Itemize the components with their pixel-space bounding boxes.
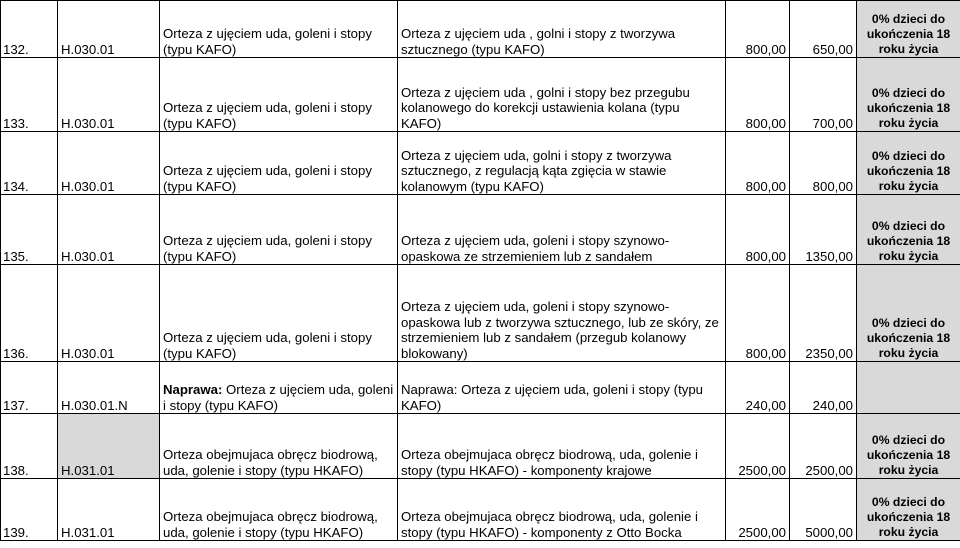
product-code: H.031.01 — [58, 414, 160, 479]
product-group-name: Orteza z ujęciem uda, goleni i stopy (typu KAFO) — [160, 58, 398, 132]
refund-limit: 1350,00 — [790, 195, 857, 265]
table-row — [1, 132, 960, 195]
product-code: H.031.01 — [58, 479, 160, 541]
table-row — [1, 414, 960, 479]
table-row — [1, 479, 960, 541]
product-group-name: Orteza z ujęciem uda, goleni i stopy (typu KAFO) — [160, 132, 398, 195]
copay-note — [857, 362, 960, 414]
product-code: H.030.01.N — [58, 362, 160, 414]
copay-note: 0% dzieci do ukończenia 18 roku życia — [857, 58, 960, 132]
price-limit: 800,00 — [726, 1, 790, 58]
product-description: Orteza obejmujaca obręcz biodrową, uda, golenie i stopy (typu HKAFO) - komponenty z Otto Bocka — [398, 479, 726, 541]
repair-prefix: Naprawa: — [163, 382, 223, 397]
product-code: H.030.01 — [58, 58, 160, 132]
row-number: 138. — [1, 414, 58, 479]
row-number: 136. — [1, 265, 58, 362]
product-code: H.030.01 — [58, 132, 160, 195]
refund-limit: 700,00 — [790, 58, 857, 132]
table-row — [1, 195, 960, 265]
product-group-name: Orteza z ujęciem uda, goleni i stopy (typu KAFO) — [160, 195, 398, 265]
table-row — [1, 1, 960, 58]
product-group-name: Orteza obejmujaca obręcz biodrową, uda, golenie i stopy (typu HKAFO) — [160, 414, 398, 479]
product-description: Orteza z ujęciem uda, goleni i stopy szynowo-opaskowa lub z tworzywa sztucznego, lub ze skóry, ze strzemieniem lub z sandałem (przegub kolanowy blokowany) — [398, 265, 726, 362]
copay-note: 0% dzieci do ukończenia 18 roku życia — [857, 414, 960, 479]
product-description: Naprawa: Orteza z ujęciem uda, goleni i stopy (typu KAFO) — [398, 362, 726, 414]
product-description: Orteza z ujęciem uda, golni i stopy z tworzywa sztucznego, z regulacją kąta zgięcia w stawie kolanowym (typu KAFO) — [398, 132, 726, 195]
product-group-name: Orteza z ujęciem uda, goleni i stopy (typu KAFO) — [160, 1, 398, 58]
row-number: 135. — [1, 195, 58, 265]
product-description: Orteza z ujęciem uda , golni i stopy z tworzywa sztucznego (typu KAFO) — [398, 1, 726, 58]
row-number: 133. — [1, 58, 58, 132]
table-row — [1, 265, 960, 362]
row-number: 137. — [1, 362, 58, 414]
refund-limit: 800,00 — [790, 132, 857, 195]
refund-limit: 240,00 — [790, 362, 857, 414]
price-limit: 800,00 — [726, 195, 790, 265]
product-description: Orteza z ujęciem uda, goleni i stopy szynowo-opaskowa ze strzemieniem lub z sandałem — [398, 195, 726, 265]
copay-note: 0% dzieci do ukończenia 18 roku życia — [857, 479, 960, 541]
copay-note: 0% dzieci do ukończenia 18 roku życia — [857, 132, 960, 195]
product-group-name — [160, 362, 398, 414]
row-number: 134. — [1, 132, 58, 195]
product-group-name: Orteza z ujęciem uda, goleni i stopy (typu KAFO) — [160, 265, 398, 362]
refund-limit: 5000,00 — [790, 479, 857, 541]
repair-name: Orteza z ujęciem uda, goleni i stopy (typu KAFO) — [163, 382, 394, 413]
price-limit: 2500,00 — [726, 479, 790, 541]
copay-note: 0% dzieci do ukończenia 18 roku życia — [857, 265, 960, 362]
refund-limit: 650,00 — [790, 1, 857, 58]
price-limit: 800,00 — [726, 132, 790, 195]
row-number: 139. — [1, 479, 58, 541]
row-number: 132. — [1, 1, 58, 58]
product-code: H.030.01 — [58, 265, 160, 362]
copay-note: 0% dzieci do ukończenia 18 roku życia — [857, 1, 960, 58]
price-limit: 800,00 — [726, 58, 790, 132]
table-row — [1, 58, 960, 132]
price-limit: 2500,00 — [726, 414, 790, 479]
table-row — [1, 362, 960, 414]
product-code: H.030.01 — [58, 1, 160, 58]
copay-note: 0% dzieci do ukończenia 18 roku życia — [857, 195, 960, 265]
refund-limit: 2500,00 — [790, 414, 857, 479]
product-code: H.030.01 — [58, 195, 160, 265]
product-group-name: Orteza obejmujaca obręcz biodrową, uda, golenie i stopy (typu HKAFO) — [160, 479, 398, 541]
product-description: Orteza obejmujaca obręcz biodrową, uda, golenie i stopy (typu HKAFO) - komponenty krajowe — [398, 414, 726, 479]
price-limit: 240,00 — [726, 362, 790, 414]
price-limit: 800,00 — [726, 265, 790, 362]
product-description: Orteza z ujęciem uda , golni i stopy bez przegubu kolanowego do korekcji ustawienia kolana (typu KAFO) — [398, 58, 726, 132]
refund-limit: 2350,00 — [790, 265, 857, 362]
